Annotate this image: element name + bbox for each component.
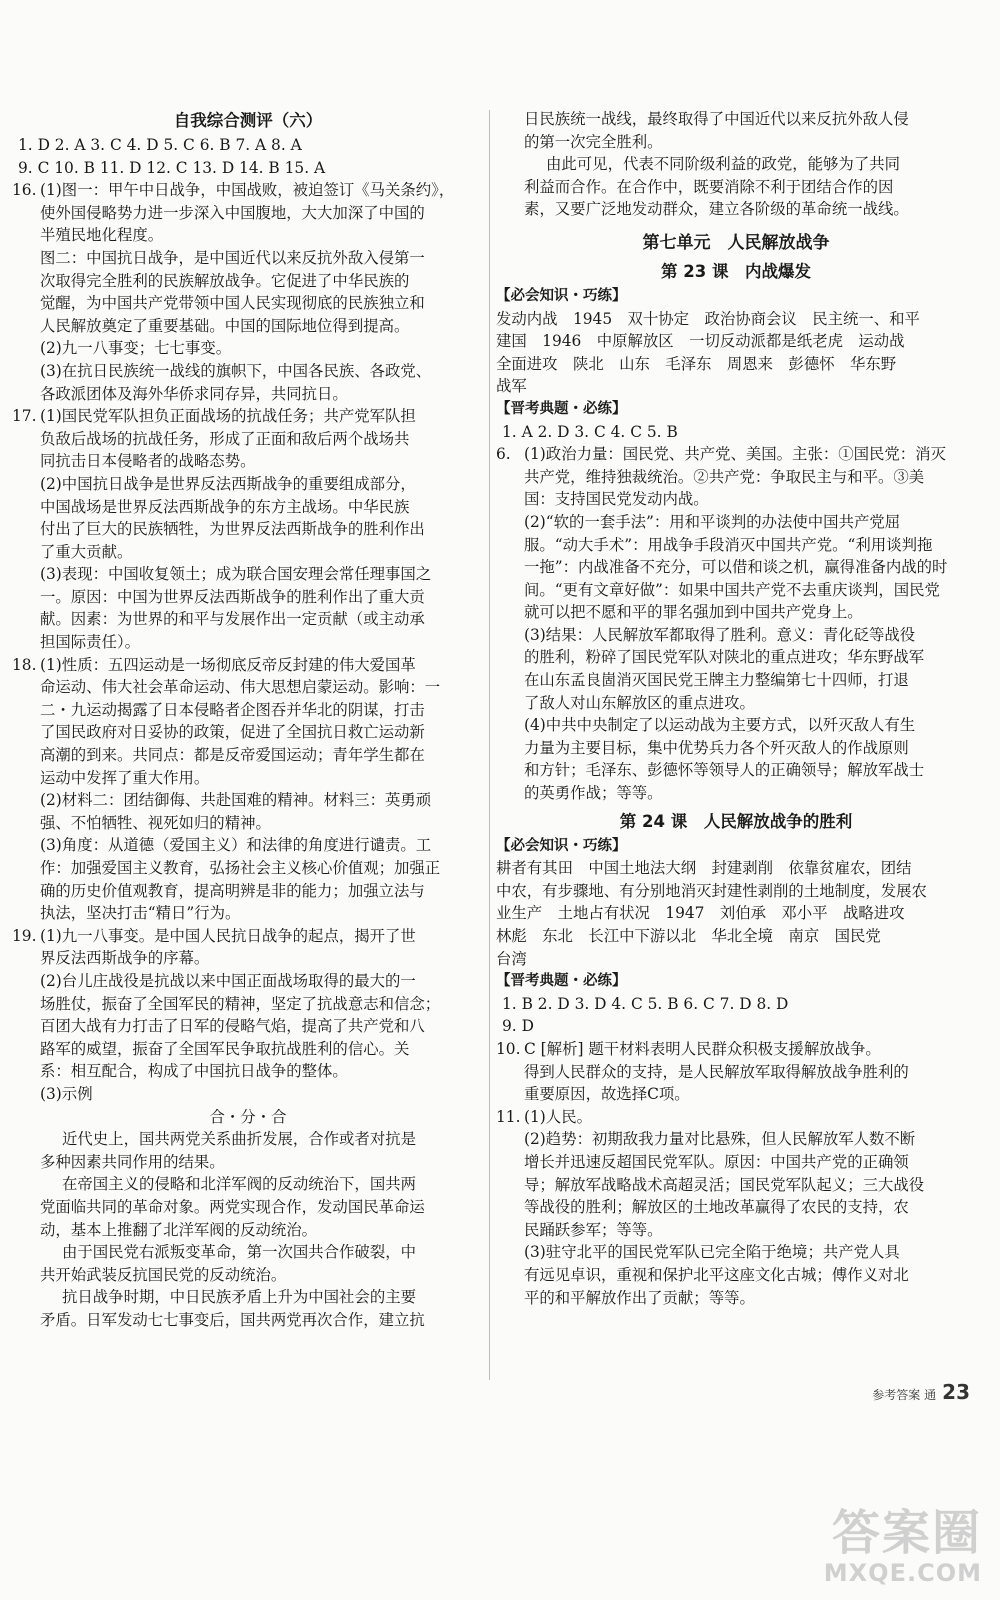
answer-line: [12, 834, 484, 857]
answer-line: [496, 759, 976, 782]
answer-line: [12, 1286, 484, 1309]
keyword-line: 业生产 土地占有状况 1947 刘伯承 邓小平 战略进攻: [496, 904, 905, 923]
answer-line: [12, 880, 484, 903]
lesson-24-exercise-tag: 【晋考典题・必练】: [496, 973, 627, 990]
answer-line: [12, 993, 484, 1016]
answer-text: 界反法西斯战争的序幕。: [40, 949, 210, 968]
answer-text: 高潮的到来。共同点：都是反帝爱国运动；青年学生都在: [40, 746, 425, 765]
answer-text: 同抗击日本侵略者的战略态势。: [40, 452, 256, 471]
question-number: 17.: [12, 407, 37, 426]
answer-text: 二・九运动揭露了日本侵略者企图吞并华北的阴谋，打击: [40, 700, 425, 719]
answer-text: 场胜仗，振奋了全国军民的精神，坚定了抗战意志和信念；: [40, 994, 441, 1013]
answer-text: (4)中共中央制定了以运动战为主要方式，以歼灭敌人有生: [524, 716, 916, 735]
answer-text: 各政派团体及海外华侨求同存异，共同抗日。: [40, 384, 348, 403]
answer-line: [496, 692, 976, 715]
answer-text: 强、不怕牺牲、视死如归的精神。: [40, 813, 271, 832]
answer-line: [496, 624, 976, 647]
question-number: 18.: [12, 655, 37, 674]
answer-text: 人民解放奠定了重要基础。中国的国际地位得到提高。: [40, 316, 410, 335]
answer-text: 利益而合作。在合作中，既要消除不利于团结合作的因: [524, 177, 894, 196]
page-number: 23: [942, 1380, 970, 1404]
lesson-24-title: 第 24 课 人民解放战争的胜利: [619, 811, 853, 831]
answer-line: [496, 534, 976, 557]
answer-text: 9. C 10. B 11. D 12. C 13. D 14. B 15. A: [18, 158, 326, 177]
answer-line: [496, 1174, 976, 1197]
lesson-23-keywords: [496, 308, 976, 398]
keyword-line: 耕者有其田 中国土地法大纲 封建剥削 依靠贫雇农，团结: [496, 859, 912, 878]
answer-line: [12, 586, 484, 609]
answer-text: (3)角度：从道德（爱国主义）和法律的角度进行谴责。工: [40, 836, 432, 855]
answer-line: [12, 631, 484, 654]
answer-line: [496, 1015, 976, 1038]
answer-line: [12, 496, 484, 519]
answer-line: [496, 1083, 976, 1106]
answer-text: 党面临共同的革命对象。两党实现合作，发动国民革命运: [40, 1197, 425, 1216]
answer-text: 百团大战有力打击了日军的侵略气焰，提高了共产党和八: [40, 1017, 425, 1036]
keyword-line: 发动内战 1945 双十协定 政治协商会议 民主统一、和平: [496, 309, 920, 328]
watermark-logo: [823, 1504, 982, 1587]
lesson-23-exercise-tag: 【晋考典题・必练】: [496, 400, 627, 417]
answer-text: 由于国民党右派叛变革命，第一次国共合作破裂，中: [62, 1243, 416, 1262]
answer-line: [12, 1106, 484, 1129]
answer-text: 共产党，维持独裁统治。②共产党：争取民主与和平。③美: [524, 467, 925, 486]
answer-line: [12, 947, 484, 970]
keyword-line: 林彪 东北 长江中下游以北 华北全境 南京 国民党: [496, 927, 881, 945]
footer-label: 参考答案: [872, 1388, 921, 1402]
watermark-text: 答案圈: [831, 1504, 982, 1561]
answer-text: (3)示例: [40, 1084, 93, 1103]
answer-line: [496, 646, 976, 669]
answer-line: [12, 676, 484, 699]
answer-line: [12, 405, 484, 428]
answer-line: [12, 744, 484, 767]
answer-line: [12, 450, 484, 473]
answer-line: [496, 556, 976, 579]
answer-line: [12, 1060, 484, 1083]
answer-text: (2)材料二：团结御侮、共赴国难的精神。材料三：英勇顽: [40, 791, 432, 810]
answer-line: [496, 1128, 976, 1151]
answer-line: [12, 563, 484, 586]
answer-text: 平的和平解放作出了贡献；等等。: [524, 1288, 755, 1307]
essay-continuation: [496, 108, 976, 221]
answer-line: [496, 782, 976, 805]
answer-text: (2)九一八事变；七七事变。: [40, 339, 232, 358]
answer-line: [496, 1151, 976, 1174]
answer-text: 执法，坚决打击“精日”行为。: [40, 904, 241, 923]
answer-text: 矛盾。日军发动七七事变后，国共两党再次合作，建立抗: [40, 1310, 425, 1329]
answer-text: 等战役的胜利；解放区的土地改革赢得了农民的支持，农: [524, 1198, 909, 1217]
answer-text: C [解析] 题干材料表明人民群众积极支援解放战争。: [524, 1039, 881, 1058]
answer-line: [496, 669, 976, 692]
answer-line: [12, 789, 484, 812]
answer-text: 路军的威望，振奋了全国军民争取抗战胜利的信心。关: [40, 1039, 410, 1058]
keyword-line: 建国 1946 中原解放区 一切反动派都是纸老虎 运动战: [496, 332, 905, 351]
answer-text: 的第一次完全胜利。: [524, 132, 663, 151]
answer-text: 日民族统一战线，最终取得了中国近代以来反抗外敌人侵: [524, 110, 909, 128]
answer-text: 系：相互配合，构成了中国抗日战争的整体。: [40, 1062, 348, 1081]
answer-text: (2)中国抗日战争是世界反法西斯战争的重要组成部分，: [40, 474, 416, 493]
answer-text: 1. A 2. D 3. C 4. C 5. B: [502, 422, 678, 441]
left-answer-lines: [12, 134, 484, 1331]
answer-text: 一。原因：中国为世界反法西斯战争的胜利作出了重大贡: [40, 587, 425, 606]
answer-line: [496, 579, 976, 602]
answer-text: 负敌后战场的抗战任务，形成了正面和敌后两个战场共: [40, 429, 410, 448]
question-number: 16.: [12, 181, 37, 200]
answer-line: [12, 1151, 484, 1174]
answer-text: 使外国侵略势力进一步深入中国腹地，大大加深了中国的: [40, 203, 425, 222]
answer-line: [12, 1038, 484, 1061]
answer-line: [12, 608, 484, 631]
answer-text: 合・分・合: [209, 1107, 287, 1126]
answer-text: (3)表现：中国收复领土；成为联合国安理会常任理事国之: [40, 565, 432, 584]
answer-line: [12, 518, 484, 541]
page-footer: [872, 1380, 970, 1404]
answer-line: [12, 428, 484, 451]
answer-line: [496, 737, 976, 760]
answer-line: [12, 902, 484, 925]
answer-text: 重要原因，故选择C项。: [524, 1085, 690, 1104]
answer-line: [12, 1083, 484, 1106]
answer-text: (1)性质：五四运动是一场彻底反帝反封建的伟大爱国革: [40, 655, 416, 674]
answer-text: (3)驻守北平的国民党军队已完全陷于绝境；共产党人具: [524, 1243, 900, 1262]
answer-line: [12, 202, 484, 225]
answer-text: 了国民政府对日妥协的政策，促进了全国抗日救亡运动新: [40, 723, 425, 742]
answer-line: [496, 1196, 976, 1219]
answer-text: 中国战场是世界反法西斯战争的东方主战场。中华民族: [40, 497, 410, 516]
answer-line: [12, 812, 484, 835]
answer-text: 1. B 2. D 3. D 4. C 5. B 6. C 7. D 8. D: [502, 994, 789, 1013]
answer-line: [496, 488, 976, 511]
answer-text: 服。“动大手术”：用战争手段消灭中国共产党。“利用谈判拖: [524, 535, 933, 554]
answer-text: 一拖”：内战准备不充分，可以借和谈之机，赢得准备内战的时: [524, 558, 948, 577]
question-number: 11.: [496, 1107, 521, 1126]
answer-text: 就可以把不愿和平的罪名强加到中国共产党身上。: [524, 603, 863, 622]
answer-text: 多种因素共同作用的结果。: [40, 1152, 225, 1171]
answer-text: 9. D: [502, 1017, 534, 1036]
answer-text: (1)人民。: [524, 1107, 592, 1126]
answer-text: 间。“更有文章好做”：如果中国共产党不去重庆谈判，国民党: [524, 580, 940, 599]
watermark-url: MXQE.COM: [823, 1558, 982, 1587]
answer-text: 近代史上，国共两党关系曲折发展，合作或者对抗是: [62, 1130, 416, 1149]
answer-text: 共开始武装反抗国民党的反动统治。: [40, 1265, 287, 1284]
lesson-23-knowledge-tag: 【必会知识・巧练】: [496, 287, 627, 304]
question-number: 6.: [496, 445, 511, 464]
answer-line: [496, 1106, 976, 1129]
answer-text: 觉醒，为中国共产党带领中国人民实现彻底的民族独立和: [40, 294, 425, 313]
answer-text: 抗日战争时期，中日民族矛盾上升为中国社会的主要: [62, 1288, 416, 1307]
right-column: [496, 108, 976, 1309]
answer-line: [496, 511, 976, 534]
answer-text: 素，又要广泛地发动群众，建立各阶级的革命统一战线。: [524, 200, 909, 219]
footer-prefix: 通: [924, 1388, 937, 1402]
answer-line: [496, 443, 976, 466]
answer-line: [12, 292, 484, 315]
lesson-24-knowledge-tag: 【必会知识・巧练】: [496, 837, 627, 854]
keyword-line: 全面进攻 陕北 山东 毛泽东 周恩来 彭德怀 华东野: [496, 354, 897, 373]
answer-text: 和方针；毛泽东、彭德怀等领导人的正确领导；解放军战士: [524, 761, 925, 780]
answer-line: [12, 721, 484, 744]
answer-text: (3)结果：人民解放军都取得了胜利。意义：青化砭等战役: [524, 625, 916, 644]
lesson-23-title: 第 23 课 内战爆发: [661, 261, 811, 281]
answer-line: [496, 176, 976, 199]
question-number: 19.: [12, 926, 37, 945]
answer-text: 付出了巨大的民族牺牲，为世界反法西斯战争的胜利作出: [40, 520, 425, 539]
answer-line: [12, 970, 484, 993]
keyword-line: 中农，有步骤地、有分别地消灭封建性剥削的土地制度，发展农: [496, 881, 927, 900]
answer-line: [12, 1173, 484, 1196]
answer-text: 担国际责任）。: [40, 633, 141, 652]
answer-text: (2)台儿庄战役是抗战以来中国正面战场取得的最大的一: [40, 971, 416, 990]
answer-text: 的英勇作战；等等。: [524, 784, 663, 803]
answer-line: [12, 270, 484, 293]
lesson-24-keywords: [496, 857, 976, 970]
answer-text: 确的历史价值观教育，提高明辨是非的能力；加强立法与: [40, 881, 425, 900]
answer-text: 得到人民群众的支持，是人民解放军取得解放战争胜利的: [524, 1062, 909, 1081]
answer-text: 了敌人对山东解放区的重点进攻。: [524, 693, 755, 712]
answer-line: [12, 157, 484, 180]
answer-line: [496, 153, 976, 176]
answer-line: [496, 1038, 976, 1061]
answer-text: 1. D 2. A 3. C 4. D 5. C 6. B 7. A 8. A: [18, 136, 302, 154]
test-title: 自我综合测评（六）: [173, 111, 323, 130]
answer-text: 有远见卓识，重视和保护北平这座文化古城；傅作义对北: [524, 1265, 909, 1284]
answer-text: 在山东孟良崮消灭国民党王牌主力整编第七十四师，打退: [524, 671, 909, 690]
answer-text: 次取得完全胜利的民族解放战争。它促进了中华民族的: [40, 271, 410, 290]
answer-line: [496, 601, 976, 624]
answer-text: (1)图一：甲午中日战争，中国战败，被迫签订《马关条约》，: [40, 181, 455, 200]
answer-text: (1)国民党军队担负正面战场的抗战任务；共产党军队担: [40, 407, 416, 426]
answer-line: [496, 1219, 976, 1242]
answer-text: 作：加强爱国主义教育，弘扬社会主义核心价值观；加强正: [40, 859, 441, 877]
lesson-23-answers: [496, 421, 976, 805]
answer-line: [496, 714, 976, 737]
answer-line: [12, 247, 484, 270]
answer-text: 动，基本上推翻了北洋军阀的反动统治。: [40, 1220, 318, 1239]
answer-line: [496, 1287, 976, 1310]
answer-line: [12, 925, 484, 948]
answer-line: [496, 131, 976, 154]
keyword-line: 战军: [496, 377, 527, 396]
answer-text: 的胜利，粉碎了国民党军队对陕北的重点进攻；华东野战军: [524, 648, 925, 667]
answer-text: (1)九一八事变。是中国人民抗日战争的起点，揭开了世: [40, 926, 416, 945]
answer-text: 图二：中国抗日战争，是中国近代以来反抗外敌入侵第一: [40, 248, 425, 267]
answer-text: 运动中发挥了重大作用。: [40, 768, 210, 787]
answer-text: 在帝国主义的侵略和北洋军阀的反动统治下，国共两: [62, 1175, 416, 1194]
answer-line: [12, 1196, 484, 1219]
answer-line: [12, 473, 484, 496]
answer-line: [496, 1264, 976, 1287]
answer-line: [12, 699, 484, 722]
answer-line: [496, 993, 976, 1016]
answer-text: 增长并迅速反超国民党军队。原因：中国共产党的正确领: [524, 1152, 909, 1171]
answer-line: [12, 1015, 484, 1038]
answer-text: 了重大贡献。: [40, 542, 133, 561]
answer-text: (2)“软的一套手法”：用和平谈判的办法使中国共产党屈: [524, 512, 901, 531]
answer-line: [12, 1241, 484, 1264]
answer-line: [496, 198, 976, 221]
answer-line: [12, 315, 484, 338]
answer-line: [496, 108, 976, 131]
answer-text: 命运动、伟大社会革命运动、伟大思想启蒙运动。影响：一: [40, 678, 441, 697]
answer-line: [12, 383, 484, 406]
answer-line: [12, 857, 484, 880]
left-column: [12, 108, 484, 1331]
answer-text: 力量为主要目标，集中优势兵力各个歼灭敌人的作战原则: [524, 738, 909, 757]
answer-line: [12, 1128, 484, 1151]
column-divider: [489, 110, 490, 1380]
answer-line: [12, 1219, 484, 1242]
answer-line: [12, 654, 484, 677]
answer-line: [12, 224, 484, 247]
answer-line: [12, 134, 484, 157]
answer-text: 导；解放军战略战术高超灵活；国民党军队起义；三大战役: [524, 1175, 925, 1194]
lesson-24-answers: [496, 993, 976, 1309]
unit-title: 第七单元 人民解放战争: [642, 232, 830, 253]
answer-line: [496, 1241, 976, 1264]
answer-text: (3)在抗日民族统一战线的旗帜下，中国各民族、各政党、: [40, 361, 432, 380]
answer-line: [12, 337, 484, 360]
answer-text: (2)趋势：初期敌我力量对比悬殊，但人民解放军人数不断: [524, 1130, 916, 1149]
answer-line: [496, 1061, 976, 1084]
answer-line: [12, 360, 484, 383]
answer-line: [12, 541, 484, 564]
answer-text: 由此可见，代表不同阶级利益的政党，能够为了共同: [546, 155, 900, 174]
answer-text: 半殖民地化程度。: [40, 226, 164, 245]
answer-text: 民踊跃参军；等等。: [524, 1220, 663, 1239]
answer-text: 国：支持国民党发动内战。: [524, 490, 709, 509]
answer-text: (1)政治力量：国民党、共产党、美国。主张：①国民党：消灭: [524, 445, 946, 464]
answer-line: [496, 466, 976, 489]
answer-line: [12, 767, 484, 790]
question-number: 10.: [496, 1039, 521, 1058]
answer-line: [496, 421, 976, 444]
answer-line: [12, 1264, 484, 1287]
answer-line: [12, 1309, 484, 1332]
answer-line: [12, 179, 484, 202]
answer-text: 献。因素：为世界的和平与发展作出一定贡献（或主动承: [40, 610, 425, 629]
keyword-line: 台湾: [496, 949, 527, 968]
